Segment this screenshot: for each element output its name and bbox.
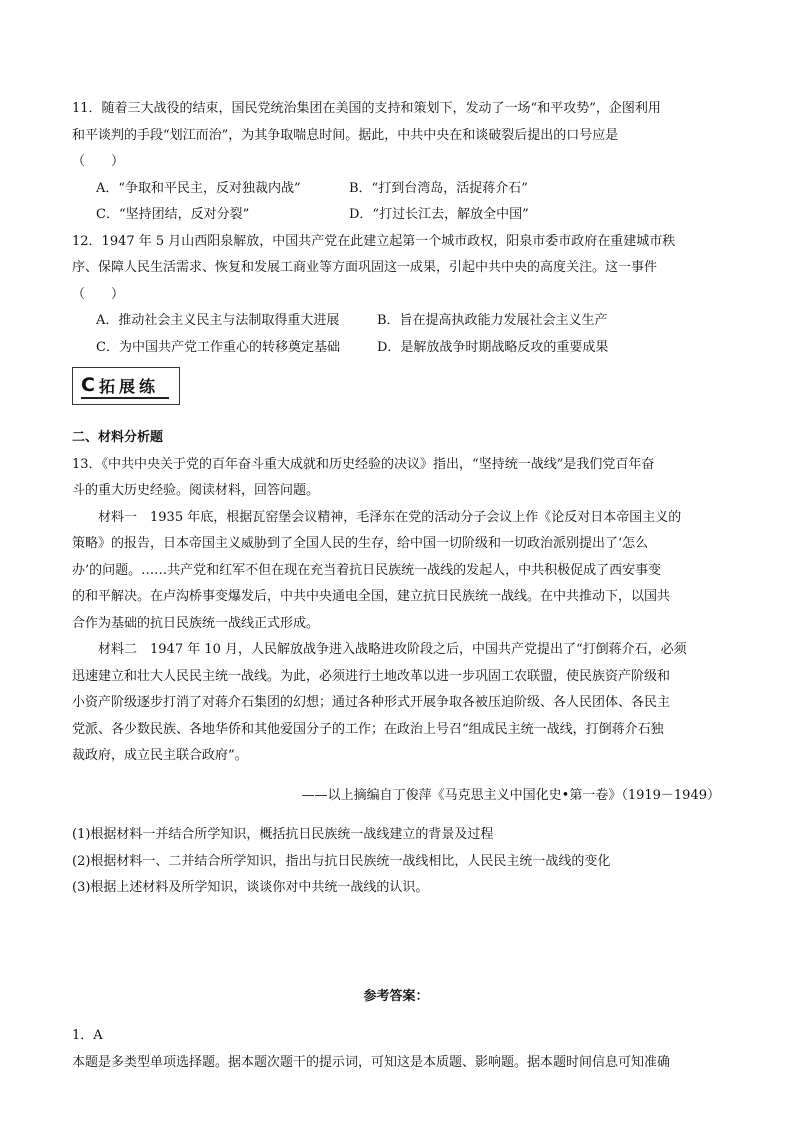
question-11-stem-line-1: 11．随着三大战役的结束，国民党统治集团在美国的支持和策划下，发动了一场“和平攻势”，企图利用 [72, 101, 661, 116]
question-12 [72, 229, 720, 362]
question-11-answer-blank: （ ） [72, 154, 125, 169]
document-page [72, 96, 720, 1076]
question-12-options-row-1 [72, 308, 720, 335]
question-12-options-row-2 [72, 335, 720, 362]
question-12-answer-blank: （ ） [72, 286, 125, 302]
extension-practice-badge [72, 367, 180, 405]
question-11-options-row-1 [72, 176, 720, 203]
question-11-option-b: B．“打到台湾岛，活捉蒋介石” [349, 180, 528, 196]
material-one-line-3: 办’的问题。……共产党和红军不但在现在充当着抗日民族统一战线的发起人，中共积极促成了西安事变 [72, 562, 662, 578]
question-11 [72, 96, 720, 229]
question-13-subquestion-3: (3)根据上述材料及所学知识，谈谈你对中共统一战线的认识。 [72, 880, 429, 895]
answer-1-explanation: 本题是多类型单项选择题。据本题次题干的提示词，可知这是本质题、影响题。据本题时间信息可知准确 [72, 1054, 671, 1070]
question-12-stem-line-2: 序、保障人民生活需求、恢复和发展工商业等方面巩固这一成果，引起中共中央的高度关注。这一事件 [72, 260, 658, 275]
question-11-option-a: A．“争取和平民主，反对独裁内战” [96, 180, 301, 196]
material-one-line-2: 策略》的报告，日本帝国主义威胁到了全国人民的生存，给中国一切阶级和一切政治派别提出了‘怎么 [72, 536, 649, 551]
question-13-subquestion-1: (1)根据材料一并结合所学知识，概括抗日民族统一战线建立的背景及过程 [72, 827, 494, 842]
badge-letter: C [81, 374, 95, 396]
material-two [72, 637, 720, 770]
question-13-subquestion-2: (2)根据材料一、二并结合所学知识，指出与抗日民族统一战线相比，人民民主统一战线的变化 [72, 853, 611, 869]
material-two-line-2: 迅速建立和壮大人民民主统一战线。为此，必须进行土地改革以进一步巩固工农联盟，使民族资产阶级和 [72, 668, 671, 684]
question-13-stem-line-2: 斗的重大历史经验。阅读材料，回答问题。 [72, 483, 320, 498]
material-one-line-5: 合作为基础的抗日民族统一战线正式形成。 [72, 615, 320, 631]
question-11-option-c: C．“坚持团结，反对分裂” [96, 207, 250, 222]
question-11-options-row-2 [72, 202, 720, 229]
material-two-line-1: 材料二 1947 年 10 月，人民解放战争进入战略进攻阶段之后，中国共产党提出了“打倒蒋介石，必须 [98, 642, 687, 657]
material-one-line-4: 的和平解决。在卢沟桥事变爆发后，中共中央通电全国，建立抗日民族统一战线。在中共推动下，以国共 [72, 589, 671, 604]
question-11-stem-line-2: 和平谈判的手段“划江而治”，为其争取喘息时间。据此，中共中央在和谈破裂后提出的口号应是 [72, 127, 619, 143]
question-11-option-d: D．“打过长江去，解放全中国” [349, 207, 529, 222]
material-source-citation: ——以上摘编自丁俊萍《马克思主义中国化史•第一卷》（1919－1949） [301, 787, 720, 803]
question-13-stem-line-1: 13．《中共中央关于党的百年奋斗重大成就和历史经验的决议》指出，“坚持统一战线”是我们党百年奋 [72, 456, 655, 472]
material-one [72, 505, 720, 638]
question-12-option-b: B．旨在提高执政能力发展社会主义生产 [377, 313, 608, 328]
section-heading-material-analysis: 二、材料分析题 [72, 430, 164, 445]
question-12-option-c: C．为中国共产党工作重心的转移奠定基础 [96, 339, 340, 355]
question-12-option-d: D．是解放战争时期战略反攻的重要成果 [377, 339, 609, 355]
material-two-line-3: 小资产阶级逐步打消了对蒋介石集团的幻想；通过各种形式开展争取各被压迫阶级、各人民团体、各民主 [72, 695, 671, 710]
material-two-line-4: 党派、各少数民族、各地华侨和其他爱国分子的工作；在政治上号召“组成民主统一战线，打倒蒋介石独 [72, 721, 664, 737]
badge-text: 拓展练 [98, 376, 159, 396]
question-13 [72, 452, 720, 902]
badge-inner [81, 373, 169, 399]
answer-1-label: 1．A [72, 1028, 103, 1043]
material-two-line-5: 裁政府，成立民主联合政府”。 [72, 748, 248, 763]
question-12-stem-line-1: 12．1947 年 5 月山西阳泉解放，中国共产党在此建立起第一个城市政权，阳泉市委市政府在重建城市秩 [72, 233, 676, 249]
reference-answers [72, 984, 720, 1077]
reference-answers-title: 参考答案： [363, 988, 429, 1004]
question-12-option-a: A．推动社会主义民主与法制取得重大进展 [96, 313, 340, 328]
material-one-line-1: 材料一 1935 年底，根据瓦窑堡会议精神，毛泽东在党的活动分子会议上作《论反对日本帝国主义的 [98, 509, 682, 525]
